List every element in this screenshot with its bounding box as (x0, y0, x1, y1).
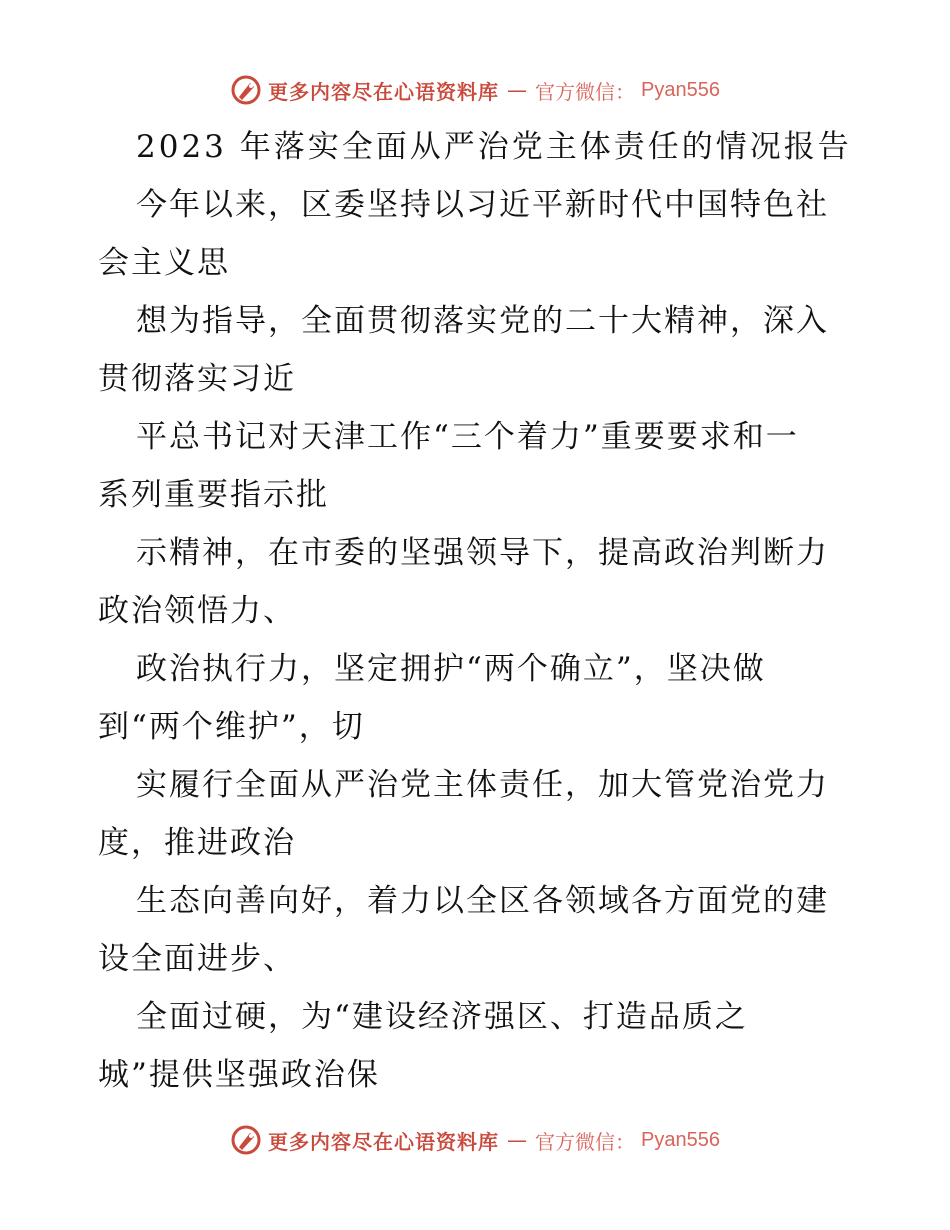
paragraph-line: 政治执行力，坚定拥护“两个确立”，坚决做 (136, 651, 766, 687)
watermark-wechat-id: Pyan556 (641, 78, 720, 101)
paragraph-line: 全面过硬，为“建设经济强区、打造品质之 (136, 999, 748, 1035)
watermark-wechat-id: Pyan556 (641, 1128, 720, 1151)
pen-nib-logo-icon (230, 1124, 262, 1156)
paragraph-line: 到“两个维护”，切 (98, 709, 365, 745)
paragraph-line: 今年以来，区委坚持以习近平新时代中国特色社 (136, 187, 829, 223)
header-watermark-banner (0, 70, 950, 110)
paragraph-line: 想为指导，全面贯彻落实党的二十大精神，深入 (136, 303, 829, 339)
paragraph-line: 平总书记对天津工作“三个着力”重要要求和一 (136, 419, 799, 455)
paragraph-line: 系列重要指示批 (98, 477, 329, 513)
pen-nib-logo-icon (230, 74, 262, 106)
paragraph-line: 城”提供坚强政治保 (98, 1057, 380, 1093)
paragraph-line: 实履行全面从严治党主体责任，加大管党治党力 (136, 767, 829, 803)
watermark-wechat-label: 官方微信： (535, 1129, 636, 1154)
footer-watermark-banner (0, 1120, 950, 1160)
paragraph-line: 示精神，在市委的坚强领导下，提高政治判断力 (136, 535, 829, 571)
watermark-wechat-label: 官方微信： (535, 79, 636, 104)
watermark-brand-text: 更多内容尽在心语资料库 (268, 79, 500, 104)
paragraph-line: 设全面进步、 (98, 941, 296, 977)
document-title: 2023 年落实全面从严治党主体责任的情况报告 (136, 129, 852, 165)
paragraph-line: 度，推进政治 (98, 825, 296, 861)
document-body (98, 118, 858, 1104)
paragraph-line: 会主义思 (98, 245, 230, 281)
paragraph-line: 贯彻落实习近 (98, 361, 296, 397)
watermark-dash: — (507, 1128, 528, 1152)
paragraph-line: 政治领悟力、 (98, 593, 296, 629)
watermark-brand-text: 更多内容尽在心语资料库 (268, 1129, 500, 1154)
watermark-dash: — (507, 78, 528, 102)
paragraph-line: 生态向善向好，着力以全区各领域各方面党的建 (136, 883, 829, 919)
